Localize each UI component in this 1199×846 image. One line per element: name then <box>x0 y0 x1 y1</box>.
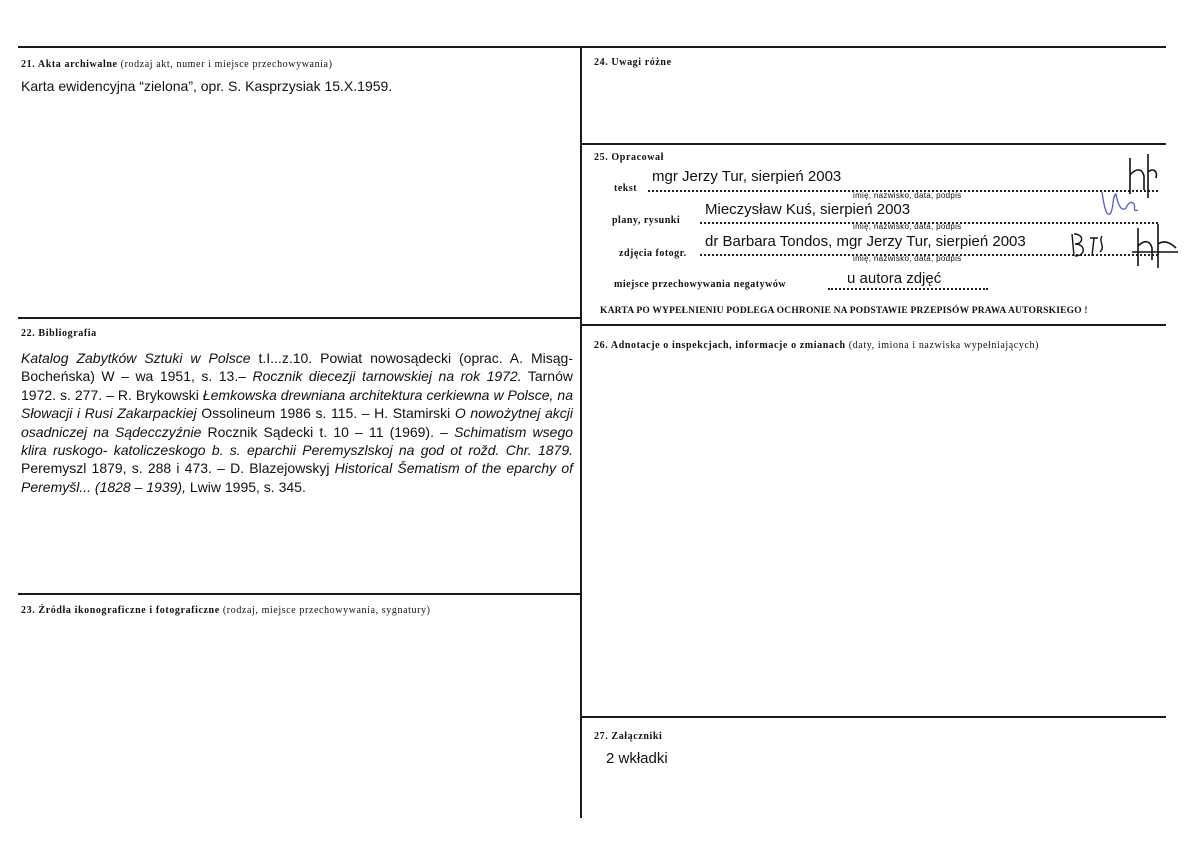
section-23-subtitle: (rodzaj, miejsce przechowywania, sygnatury) <box>222 605 431 616</box>
bibliography-run: Ossolineum 1986 s. 115. – H. Stamirski <box>196 405 455 422</box>
rule-above-section-23 <box>18 593 581 595</box>
section-21-value: Karta ewidencyjna “zielona”, opr. S. Kasprzysiak 15.X.1959. <box>21 78 393 94</box>
field-value-photos: dr Barbara Tondos, mgr Jerzy Tur, sierpień 2003 <box>705 233 1026 250</box>
column-divider <box>580 46 582 818</box>
copyright-notice: KARTA PO WYPEŁNIENIU PODLEGA OCHRONIE NA PODSTAWIE PRZEPISÓW PRAWA AUTORSKIEGO ! <box>600 306 1088 316</box>
bibliography-run: Lwiw 1995, s. 345. <box>185 478 306 495</box>
section-27-value: 2 wkładki <box>606 750 668 767</box>
field-hint-photos: imię, nazwisko, data, podpis <box>853 254 962 263</box>
field-label-text: tekst <box>614 183 638 194</box>
section-23-heading <box>21 605 431 616</box>
field-hint-plans: imię, nazwisko, data, podpis <box>853 222 962 231</box>
section-26-number: 26. <box>594 340 609 351</box>
field-label-photos: zdjęcia fotogr. <box>619 248 687 259</box>
section-25-heading <box>594 152 664 163</box>
bibliography-run: Tarnów 1972. s. 277. – R. Brykowski <box>21 368 573 403</box>
section-22-number: 22. <box>21 328 36 339</box>
top-rule <box>18 46 1166 48</box>
signature-jerzy-tur-mark-2 <box>1130 222 1180 270</box>
bibliography-run: Rocznik diecezji tarnowskiej na rok 1972. <box>252 368 522 385</box>
section-27-heading <box>594 731 662 742</box>
section-24-heading <box>594 57 672 68</box>
section-23-number: 23. <box>21 605 36 616</box>
section-21-subtitle: (rodzaj akt, numer i miejsce przechowywania) <box>120 59 333 70</box>
bibliography-run: Łemkowska drewniana architektura cerkiewna w Polsce, na Słowacji i Rusi Zakarpackiej <box>21 386 573 422</box>
rule-above-section-26 <box>581 324 1166 326</box>
section-26-subtitle: (daty, imiona i nazwiska wypełniających) <box>848 340 1040 351</box>
section-27-title: Załączniki <box>611 731 663 742</box>
section-24-number: 24. <box>594 57 609 68</box>
field-value-text: mgr Jerzy Tur, sierpień 2003 <box>652 168 842 185</box>
bibliography-run: Rocznik Sądecki t. 10 – 11 (1969). – <box>201 423 455 440</box>
section-21-heading <box>21 59 333 70</box>
bibliography-run: O nowożytnej akcji osadniczej na Sądecczyźnie <box>21 405 573 440</box>
rule-above-section-27 <box>581 716 1166 718</box>
field-value-negatives: u autora zdjęć <box>847 270 942 287</box>
field-label-plans: plany, rysunki <box>612 215 681 226</box>
bibliography-run: t.I...z.10. Powiat nowosądecki (oprac. A. Misąg-Bocheńska) W – wa 1951, s. 13.– <box>21 350 573 385</box>
rule-above-section-22 <box>18 317 581 319</box>
bibliography-run: Katalog Zabytków Sztuki w Polsce <box>21 350 251 366</box>
section-21-number: 21. <box>21 59 36 70</box>
section-25-title: Opracował <box>611 152 665 163</box>
section-22-title: Bibliografia <box>38 328 97 339</box>
field-label-negatives: miejsce przechowywania negatywów <box>614 279 787 290</box>
section-27-number: 27. <box>594 731 609 742</box>
bibliography-run: Historical Šematism of the eparchy of Peremyšl... (1828 – 1939), <box>21 460 573 495</box>
signature-mieczyslaw-kus-mark <box>1098 186 1142 222</box>
section-25-number: 25. <box>594 152 609 163</box>
rule-above-section-25 <box>581 143 1166 145</box>
section-23-title: Źródła ikonograficzne i fotograficzne <box>38 605 220 616</box>
dotted-line-negatives <box>828 288 988 290</box>
bibliography-text <box>21 349 573 496</box>
bibliography-run: Schimatism wsego klira ruskogo- katoliczeskogo b. s. eparchii Peremyszlskoj na god ot rožd. Chr. 1879. <box>21 423 574 459</box>
signature-barbara-tondos-mark <box>1068 230 1108 260</box>
field-value-plans: Mieczysław Kuś, sierpień 2003 <box>705 201 911 218</box>
section-24-title: Uwagi różne <box>611 57 672 68</box>
section-21-title: Akta archiwalne <box>37 59 118 70</box>
section-26-title: Adnotacje o inspekcjach, informacje o zmianach <box>610 340 846 351</box>
section-22-heading <box>21 328 97 339</box>
bibliography-run: Peremyszl 1879, s. 288 i 473. – D. Blazejowskyj <box>21 460 335 477</box>
section-26-heading <box>594 340 1039 351</box>
field-hint-text: imię, nazwisko, data, podpis <box>853 191 962 200</box>
